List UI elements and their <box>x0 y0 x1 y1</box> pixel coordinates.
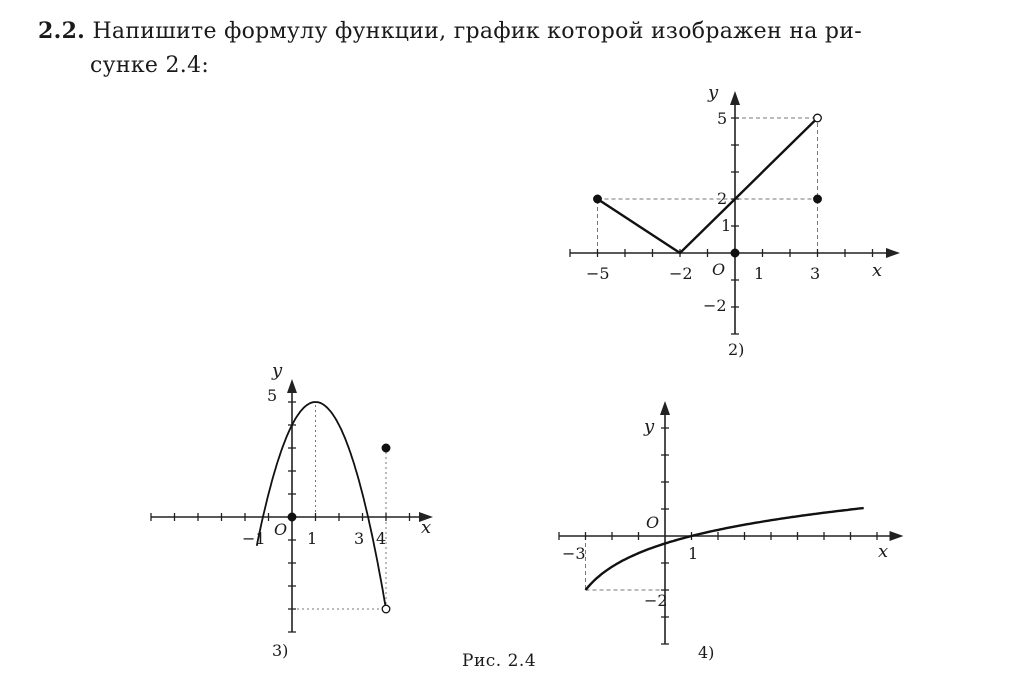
graph-3-y-axis-arrow <box>287 379 297 393</box>
problem-text-line1: Напишите формулу функции, график которой изображен на ри- <box>92 19 862 44</box>
graph-3-y-label: y <box>272 360 283 381</box>
graph-2-tick-label: −5 <box>586 264 610 283</box>
graph-3-open-point <box>382 605 390 613</box>
graph-4-origin-label: O <box>646 513 660 532</box>
graph-2-point <box>731 249 739 257</box>
graph-2-tick-label: 5 <box>717 109 728 128</box>
graph-3-tick-label: 1 <box>307 529 318 548</box>
graph-4-tick-label: 1 <box>688 544 699 563</box>
graph-2-open-point <box>814 114 822 122</box>
graph-2-x-axis-arrow <box>886 248 900 258</box>
graph-4-y-label: y <box>644 416 655 437</box>
graph-2-tick-label: 3 <box>810 264 821 283</box>
problem-number: 2.2. <box>38 18 86 44</box>
graph-2-tick-label: 2 <box>717 189 728 208</box>
graph-2-series-line <box>598 118 818 253</box>
graph-4-tick-label: −3 <box>562 544 586 563</box>
graph-2 <box>560 70 920 370</box>
graph-3-tick-label: 4 <box>376 529 387 548</box>
graph-3-origin-label: O <box>274 520 288 539</box>
graph-3 <box>120 360 460 665</box>
graph-4 <box>520 400 910 670</box>
graph-4-x-axis-arrow <box>890 531 904 541</box>
graph-2-subplot-label: 2) <box>728 340 745 359</box>
graph-2-origin-label: O <box>712 260 726 279</box>
graph-2-point <box>594 195 602 203</box>
graph-2-tick-label: −2 <box>669 264 693 283</box>
graph-2-point <box>814 195 822 203</box>
graph-2-y-axis-arrow <box>730 91 740 105</box>
graph-3-point <box>288 513 296 521</box>
graph-4-subplot-label: 4) <box>698 643 715 662</box>
graph-4-tick-label: −2 <box>644 591 668 610</box>
graph-2-y-label: y <box>708 82 719 103</box>
graph-3-tick-label: 3 <box>354 529 365 548</box>
graph-3-x-label: x <box>421 517 432 538</box>
figure-caption: Рис. 2.4 <box>462 651 537 671</box>
graph-2-tick-label: −2 <box>703 296 727 315</box>
graph-2-x-label: x <box>872 260 883 281</box>
problem-text-line2: сунке 2.4: <box>90 53 210 78</box>
graph-3-point <box>382 444 390 452</box>
graph-4-y-axis-arrow <box>660 401 670 415</box>
graph-2-tick-label: 1 <box>721 216 732 235</box>
graph-4-x-label: x <box>878 541 889 562</box>
graph-3-series-curve <box>257 402 386 609</box>
graph-3-tick-label: −1 <box>242 529 266 548</box>
graph-2-tick-label: 1 <box>754 264 765 283</box>
graph-4-series-curve <box>586 508 864 590</box>
graph-3-subplot-label: 3) <box>272 641 289 660</box>
graph-3-tick-label: 5 <box>267 386 278 405</box>
